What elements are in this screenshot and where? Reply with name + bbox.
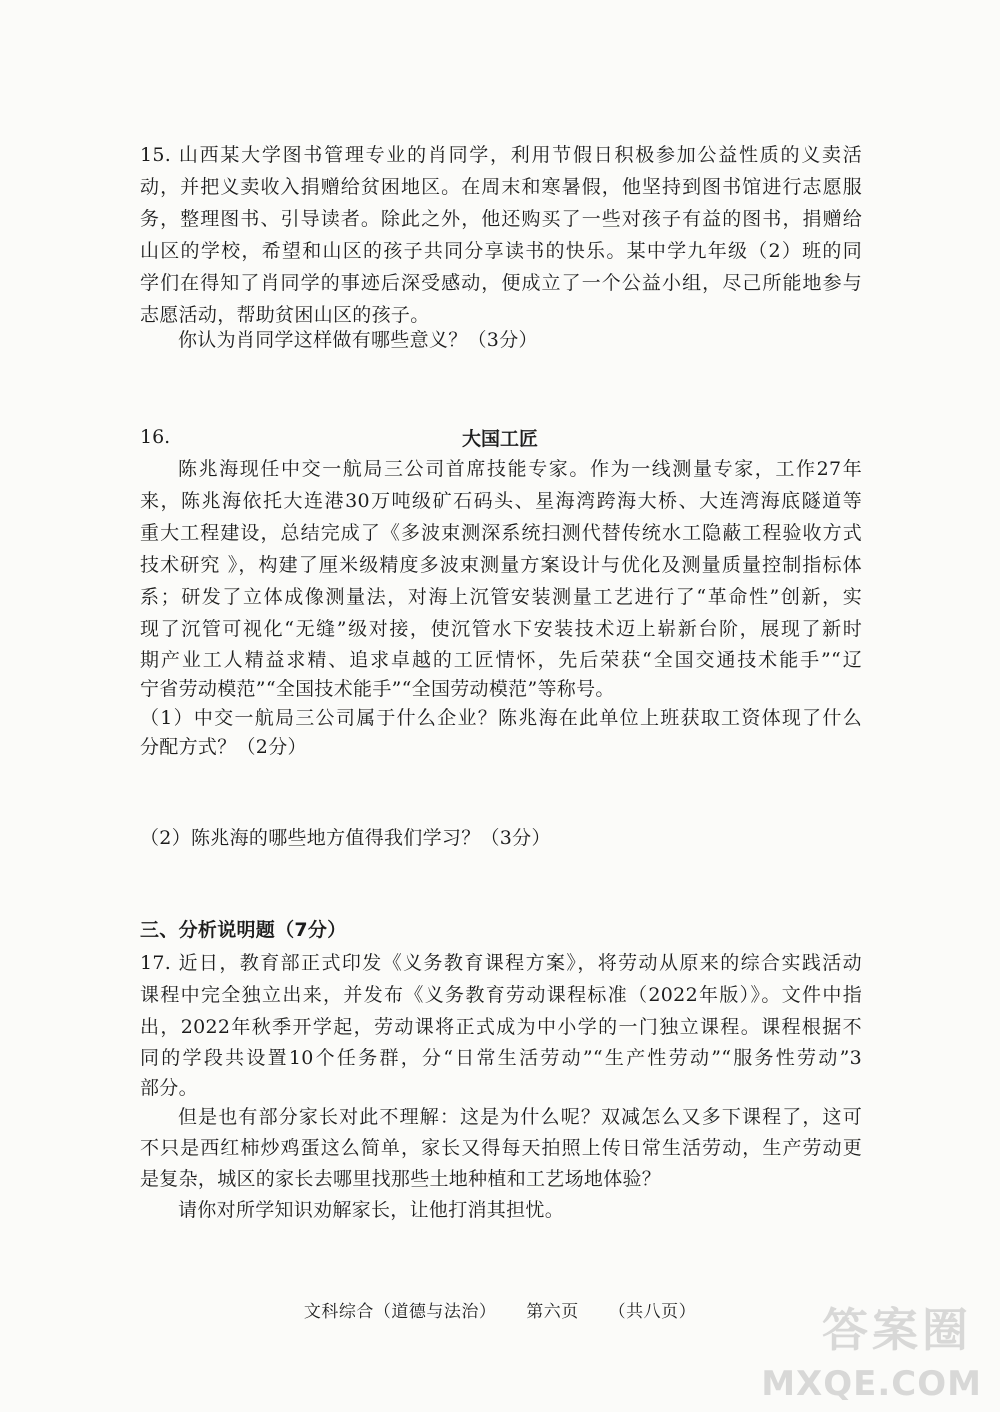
q16-line: 陈兆海现任中交一航局三公司首席技能专家。作为一线测量专家，工作27年: [178, 458, 862, 480]
q16-number: 16.: [140, 426, 171, 448]
footer-total: （共八页）: [608, 1302, 697, 1322]
q17-question: 请你对所学知识劝解家长，让他打消其担忧。: [178, 1199, 565, 1221]
q16-line: 重大工程建设，总结完成了《多波束测深系统扫测代替传统水工隐蔽工程验收方式: [140, 522, 862, 544]
q17-line: 出，2022年秋季开学起，劳动课将正式成为中小学的一门独立课程。课程根据不: [140, 1016, 862, 1038]
section-heading: 三、分析说明题（7分）: [140, 919, 347, 941]
q16-line: 现了沉管可视化“无缝”级对接，使沉管水下安装技术迈上崭新台阶，展现了新时: [140, 618, 862, 640]
footer-page: 第六页: [526, 1302, 579, 1322]
q17-para2-line: 不只是西红柿炒鸡蛋这么简单，家长又得每天拍照上传日常生活劳动，生产劳动更: [140, 1137, 862, 1159]
q16-title: 大国工匠: [462, 428, 539, 450]
footer-subject: 文科综合（道德与法治）: [303, 1302, 497, 1322]
q17-line: 17. 近日，教育部正式印发《义务教育课程方案》，将劳动从原来的综合实践活动: [140, 952, 862, 974]
q15-question: 你认为肖同学这样做有哪些意义？（3分）: [178, 329, 538, 351]
watermark: [761, 1294, 982, 1404]
q16-line: 宁省劳动模范”“全国技术能手”“全国劳动模范”等称号。: [140, 678, 615, 700]
q16-line: 技术研究 》，构建了厘米级精度多波束测量方案设计与优化及测量质量控制指标体: [140, 554, 862, 576]
q17-line: 部分。: [140, 1077, 198, 1099]
q17-line: 同的学段共设置10个任务群，分“日常生活劳动”“生产性劳动”“服务性劳动”3: [140, 1047, 862, 1069]
q15-line: 务，整理图书、引导读者。除此之外，他还购买了一些对孩子有益的图书，捐赠给: [140, 208, 862, 230]
q15-line: 15. 山西某大学图书管理专业的肖同学，利用节假日积极参加公益性质的义卖活: [140, 144, 862, 166]
q17-para2-line: 是复杂，城区的家长去哪里找那些土地种植和工艺场地体验？: [140, 1168, 662, 1190]
q15-line: 山区的学校，希望和山区的孩子共同分享读书的快乐。某中学九年级（2）班的同: [140, 240, 862, 262]
watermark-logo: 答案圈: [822, 1303, 972, 1357]
q15-line: 动，并把义卖收入捐赠给贫困地区。在周末和寒暑假，他坚持到图书馆进行志愿服: [140, 176, 862, 198]
q15-line: 学们在得知了肖同学的事迹后深受感动，便成立了一个公益小组，尽己所能地参与: [140, 272, 862, 294]
q16-sub1: 分配方式？（2分）: [140, 736, 307, 758]
q16-sub1: （1）中交一航局三公司属于什么企业？陈兆海在此单位上班获取工资体现了什么: [140, 707, 862, 729]
q16-sub2: （2）陈兆海的哪些地方值得我们学习？（3分）: [140, 827, 551, 849]
q16-line: 系；研发了立体成像测量法，对海上沉管安装测量工艺进行了“革命性”创新，实: [140, 586, 862, 608]
q17-line: 课程中完全独立出来，并发布《义务教育劳动课程标准（2022年版）》。文件中指: [140, 984, 862, 1006]
q16-line: 期产业工人精益求精、追求卓越的工匠情怀，先后荣获“全国交通技术能手”“辽: [140, 649, 862, 671]
watermark-url: MXQE.COM: [761, 1364, 982, 1404]
q17-para2-line: 但是也有部分家长对此不理解：这是为什么呢？双减怎么又多下课程了，这可: [178, 1106, 862, 1128]
q15-line: 志愿活动，帮助贫困山区的孩子。: [140, 304, 430, 326]
q16-line: 来，陈兆海依托大连港30万吨级矿石码头、星海湾跨海大桥、大连湾海底隧道等: [140, 490, 862, 512]
